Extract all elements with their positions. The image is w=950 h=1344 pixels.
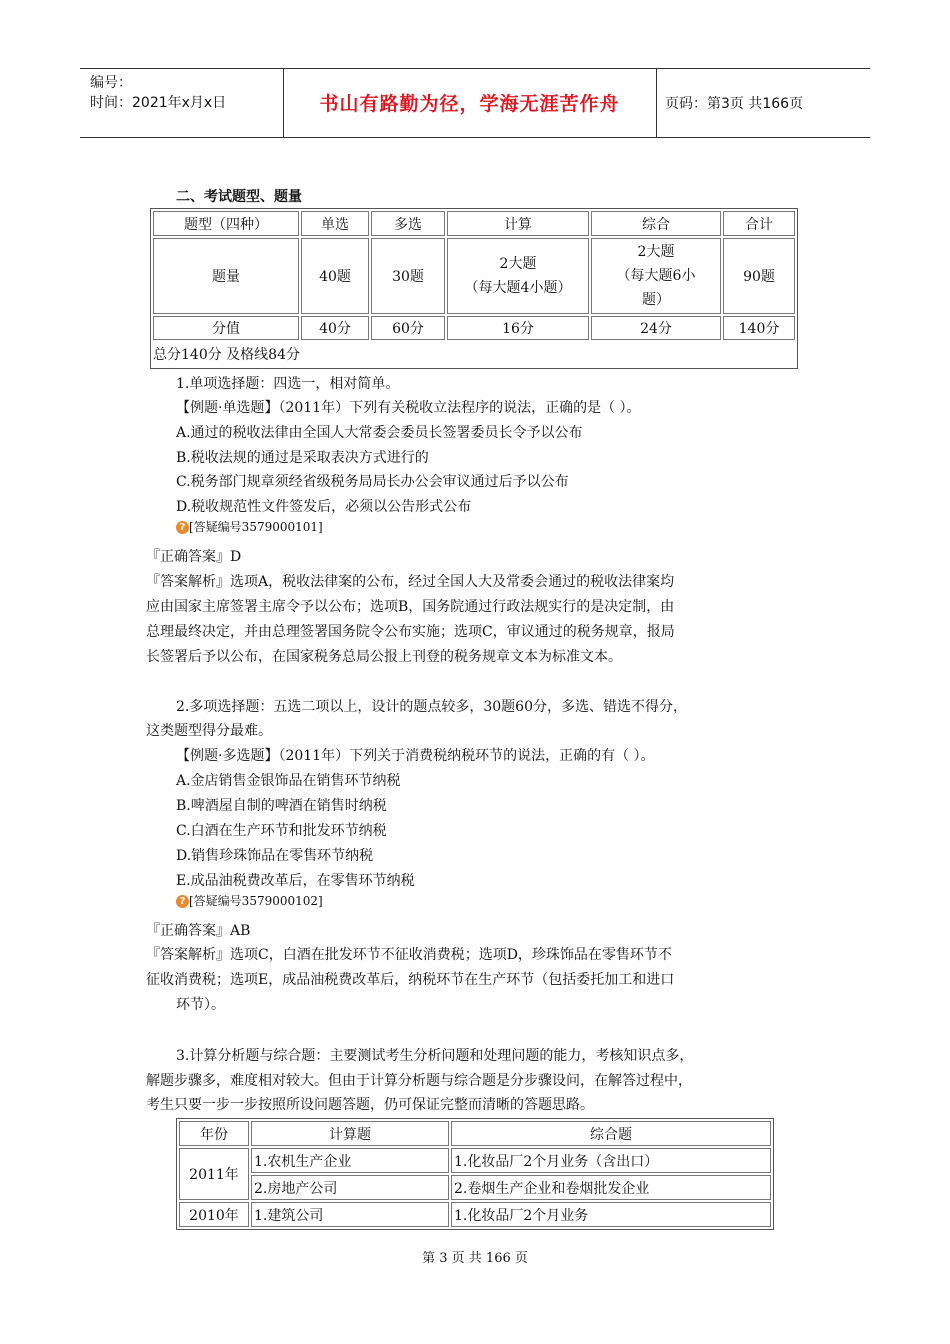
table-header-row [179,1121,771,1146]
table-cell: 16分 [447,316,589,340]
q3-text: 解题步骤多，难度相对较大。但由于计算分析题与综合题是分步骤设问，在解答过程中， [146,1073,692,1089]
table-cell: 1.化妆品厂2个月业务（含出口） [451,1148,771,1173]
table-header-cell: 单选 [301,211,369,236]
section-title: 二、考试题型、题量 [176,189,302,205]
table-header-cell: 综合 [591,211,721,236]
q1-explanation: 应由国家主席签署主席令予以公布；选项B，国务院通过行政法规实行的是决定制，由 [146,599,675,615]
q2-explanation: 征收消费税；选项E，成品油税费改革后，纳税环节在生产环节（包括委托加工和进口 [146,972,675,988]
table-cell: 题量 [153,238,299,314]
q1-explanation: 总理最终决定，并由总理签署国务院令公布实施；选项C，审议通过的税务规章，报局 [146,624,675,640]
table-cell: 30题 [371,238,445,314]
page-header [80,68,870,138]
table-cell: 90题 [723,238,795,314]
q1-correct: 『正确答案』D [146,549,242,565]
q2-explanation: 『答案解析』选项C，白酒在批发环节不征收消费税；选项D，珍珠饰品在零售环节不 [146,947,672,963]
q2-answer-ref [176,891,323,911]
cell-line: （每大题6小 [616,268,696,284]
cell-line: 2大题 [499,256,537,272]
table-header-row [153,211,795,236]
table-cell: 2.卷烟生产企业和卷烟批发企业 [451,1175,771,1200]
q1-option-b: B.税收法规的通过是采取表决方式进行的 [176,450,429,466]
q2-option-d: D.销售珍珠饰品在零售环节纳税 [176,848,374,864]
q2-option-a: A.金店销售金银饰品在销售环节纳税 [176,773,401,789]
table-cell: 2.房地产公司 [251,1175,449,1200]
past-exam-table [176,1118,774,1230]
q2-intro: 这类题型得分最难。 [146,723,272,739]
table-header-cell: 合计 [723,211,795,236]
q1-intro: 1.单项选择题：四选一，相对简单。 [176,376,400,392]
answer-number: [答疑编号3579000102] [189,894,323,908]
table-row [153,342,795,366]
table-cell: 1.农机生产企业 [251,1148,449,1173]
q2-explanation: 环节）。 [176,997,225,1013]
q2-intro: 2.多项选择题：五选二项以上，设计的题点较多，30题60分，多选、错选不得分， [176,699,687,715]
q2-option-c: C.白酒在生产环节和批发环节纳税 [176,823,387,839]
table-cell [447,238,589,314]
q3-text: 3.计算分析题与综合题：主要测试考生分析问题和处理问题的能力，考核知识点多， [176,1048,694,1064]
table-header-cell: 计算 [447,211,589,236]
page-info: 页码：第3页 共166页 [665,96,804,112]
cell-line: 2大题 [637,244,675,260]
q1-option-d: D.税收规范性文件签发后，必须以公告形式公布 [176,499,472,515]
q1-explanation: 『答案解析』选项A，税收法律案的公布，经过全国人大及常委会通过的税收法律案均 [146,574,675,590]
table-cell [591,238,721,314]
table-cell: 分值 [153,316,299,340]
table-header-cell: 综合题 [451,1121,771,1146]
question-icon: ? [176,521,189,534]
page-footer: 第 3 页 共 166 页 [422,1251,528,1266]
table-cell: 40题 [301,238,369,314]
table-row [179,1202,771,1227]
table-header-cell: 题型（四种） [153,211,299,236]
q1-answer-ref [176,517,323,537]
header-divider [656,69,657,137]
answer-number: [答疑编号3579000101] [189,520,323,534]
q1-option-a: A.通过的税收法律由全国人大常委会委员长签署委员长令予以公布 [176,425,583,441]
year-cell: 2010年 [179,1202,249,1227]
q1-option-c: C.税务部门规章须经省级税务局局长办公会审议通过后予以公布 [176,474,569,490]
table-cell: 1.化妆品厂2个月业务 [451,1202,771,1227]
cell-line: （每大题4小题） [464,280,572,296]
question-icon: ? [176,895,189,908]
table-header-cell: 年份 [179,1121,249,1146]
table-header-cell: 计算题 [251,1121,449,1146]
q2-correct: 『正确答案』AB [146,923,251,939]
table-row [153,316,795,340]
table-header-cell: 多选 [371,211,445,236]
q3-text: 考生只要一步一步按照所设问题答题，仍可保证完整而清晰的答题思路。 [146,1097,594,1113]
exam-type-table [150,208,798,369]
q1-explanation: 长签署后予以公布，在国家税务总局公报上刊登的税务规章文本为标准文本。 [146,649,622,665]
table-cell: 1.建筑公司 [251,1202,449,1227]
table-cell: 60分 [371,316,445,340]
motto: 书山有路勤为径，学海无涯苦作舟 [319,93,620,115]
q2-option-b: B.啤酒屋自制的啤酒在销售时纳税 [176,798,387,814]
table-cell: 24分 [591,316,721,340]
q2-option-e: E.成品油税费改革后，在零售环节纳税 [176,873,415,889]
table-row [179,1148,771,1173]
q2-stem: 【例题·多选题】（2011年）下列关于消费税纳税环节的说法，正确的有（ ）。 [176,748,655,764]
table-cell: 140分 [723,316,795,340]
code-label: 编号： [90,75,132,91]
cell-line: 题） [642,292,670,308]
year-cell: 2011年 [179,1148,249,1200]
table-row [153,238,795,314]
q1-stem: 【例题·单选题】（2011年）下列有关税收立法程序的说法，正确的是（ ）。 [176,400,641,416]
header-meta [90,73,226,113]
table-row [179,1175,771,1200]
table-cell: 40分 [301,316,369,340]
summary-cell: 总分140分 及格线84分 [153,347,300,363]
date-line: 时间：2021年x月x日 [90,95,227,111]
